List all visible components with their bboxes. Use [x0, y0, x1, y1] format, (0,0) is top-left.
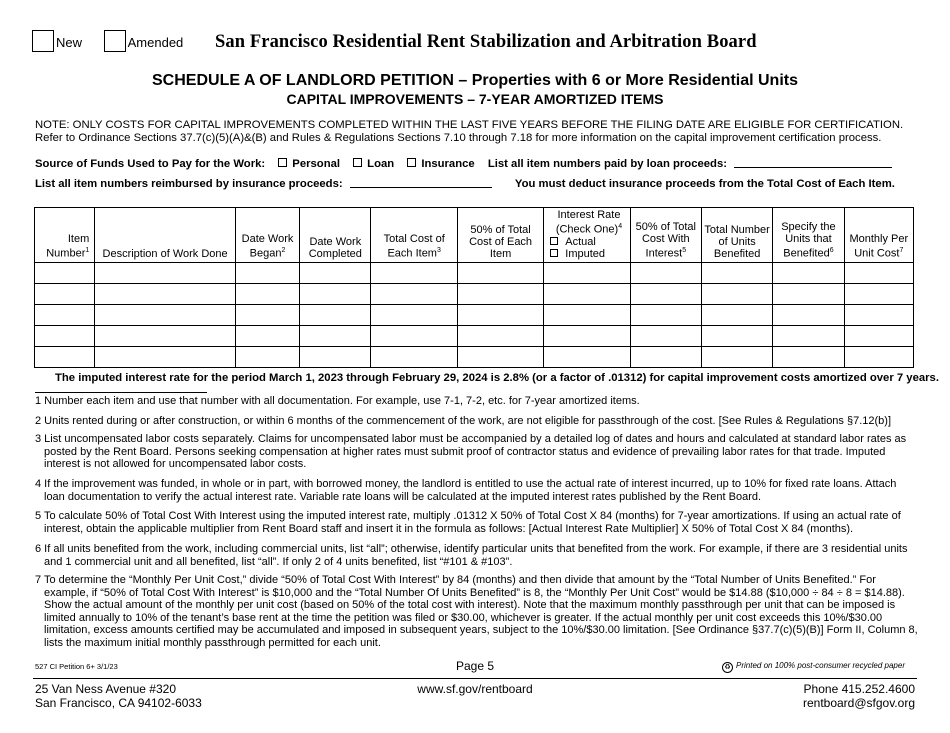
personal-label: Personal	[292, 158, 341, 170]
imputed-rate-checkbox[interactable]	[550, 249, 558, 257]
loan-items-label: List all item numbers paid by loan proceeds:	[487, 158, 727, 170]
table-cell[interactable]	[235, 325, 299, 346]
table-cell[interactable]	[457, 325, 543, 346]
table-cell[interactable]	[544, 304, 630, 325]
amended-label: Amended	[127, 35, 184, 50]
table-row	[35, 283, 914, 304]
table-cell[interactable]	[371, 262, 457, 283]
table-row	[35, 346, 914, 367]
table-cell[interactable]	[544, 346, 630, 367]
table-cell[interactable]	[371, 304, 457, 325]
table-cell[interactable]	[630, 304, 701, 325]
table-cell[interactable]	[701, 283, 772, 304]
email-link[interactable]: rentboard@sfgov.org	[802, 696, 915, 710]
table-cell[interactable]	[371, 346, 457, 367]
note-line-1: NOTE: ONLY COSTS FOR CAPITAL IMPROVEMENTS COMPLETED WITHIN THE LAST FIVE YEARS BEFORE THE FILING DATE ARE ELIGIBLE FOR CERTIFICATION.	[35, 119, 904, 131]
table-cell[interactable]	[630, 283, 701, 304]
capital-improvements-table	[34, 207, 914, 368]
table-cell[interactable]	[300, 304, 371, 325]
table-cell[interactable]	[844, 262, 913, 283]
eligibility-note	[35, 119, 925, 145]
table-cell[interactable]	[300, 283, 371, 304]
table-cell[interactable]	[35, 283, 95, 304]
table-cell[interactable]	[544, 325, 630, 346]
footnote-7: 7 To determine the “Monthly Per Unit Cost,” divide “50% of Total Cost With Interest” by 84 (months) and then divide that amount by the “Total Number of Units Benefited.” For example, if “50% of Total Cost With Interest” is $10,000 and the “Total Number Of Units Benefited” is 8, the “Monthly Per Unit Cost” would be $14.88 ($10,000 ÷ 84 ÷ 8 = $14.88). Show the actual amount of the monthly per unit cost (based on 50% of the total cost with interest). Note that the maximum monthly passthrough per unit that can be imposed is limited annually to 10% of the tenant’s base rent at the time the petition was filed or $30.00, whichever is greater. If the actual monthly per unit cost exceeds this 10%/$30.00 limitation, excess amounts certified may be accumulated and imposed in subsequent years, subject to the 10%/$30.00 limitation. [See Ordinance §37.7(c)(5)(B)] Form II, Column 8, lists the maximum initial monthly passthrough permitted for each unit.	[35, 574, 918, 649]
loan-items-field[interactable]	[734, 157, 892, 168]
footnote-6: 6 If all units benefited from the work, including commercial units, list “all”; otherwise, identify particular units that benefited from the work. For example, if there are 3 residential units and 1 commercial unit and all benefited, list “all”. If only 2 of 4 units benefited, list “#101 & #103”.	[35, 543, 908, 568]
table-cell[interactable]	[35, 346, 95, 367]
table-cell[interactable]	[844, 304, 913, 325]
table-cell[interactable]	[35, 325, 95, 346]
insurance-items-label: List all item numbers reimbursed by insurance proceeds:	[35, 178, 343, 190]
table-cell[interactable]	[300, 346, 371, 367]
table-row	[35, 304, 914, 325]
footnote-4: 4 If the improvement was funded, in whole or in part, with borrowed money, the landlord is entitled to use the actual rate of interest incurred, up to 10% for fixed rate loans. Attach loan documentation to verify the actual interest rate. Variable rate loans will be calculated at the imputed interest rates published by the Rent Board.	[35, 478, 897, 503]
page-title: SCHEDULE A OF LANDLORD PETITION – Properties with 6 or More Residential Units	[152, 72, 798, 89]
insurance-row	[35, 177, 895, 190]
imputed-label: Imputed	[565, 247, 606, 260]
footnote-divider	[35, 392, 207, 393]
table-cell[interactable]	[544, 283, 630, 304]
table-cell[interactable]	[773, 346, 844, 367]
form-id: 527 CI Petition 6+ 3/1/23	[35, 662, 118, 671]
footnote-1: 1 Number each item and use that number with all documentation. For example, use 7-1, 7-2, etc. for 7-year amortized items.	[35, 395, 640, 407]
footer-divider	[33, 678, 917, 679]
table-cell[interactable]	[371, 283, 457, 304]
table-cell[interactable]	[630, 325, 701, 346]
actual-rate-checkbox[interactable]	[550, 237, 558, 245]
insurance-checkbox[interactable]	[407, 158, 416, 167]
table-cell[interactable]	[630, 262, 701, 283]
footnote-2: 2 Units rented during or after construction, or within 6 months of the commencement of the work, are not eligible for passthrough of the cost. [See Rules & Regulations §7.12(b)]	[35, 415, 892, 427]
table-cell[interactable]	[457, 346, 543, 367]
table-cell[interactable]	[95, 262, 236, 283]
form-type-selector	[32, 30, 187, 52]
imputed-rate-note: The imputed interest rate for the period March 1, 2023 through February 29, 2024 is 2.8% (or a factor of .01312) for capital improvement costs amortized over 7 years.	[55, 372, 939, 384]
table-cell[interactable]	[35, 262, 95, 283]
col-date-completed: Date Work Completed	[300, 208, 371, 263]
new-label: New	[56, 35, 83, 50]
table-cell[interactable]	[773, 283, 844, 304]
table-cell[interactable]	[701, 304, 772, 325]
col-total-cost: Total Cost of Each Item$^3$	[371, 208, 457, 263]
table-row	[35, 325, 914, 346]
insurance-label: Insurance	[421, 158, 475, 170]
table-cell[interactable]	[457, 304, 543, 325]
table-cell[interactable]	[701, 262, 772, 283]
col-item-number: Item Number$^1$	[35, 208, 95, 263]
table-cell[interactable]	[457, 283, 543, 304]
table-cell[interactable]	[371, 325, 457, 346]
table-cell[interactable]	[701, 346, 772, 367]
table-cell[interactable]	[300, 325, 371, 346]
loan-label: Loan	[367, 158, 395, 170]
page-number: Page 5	[455, 659, 495, 673]
table-cell[interactable]	[235, 262, 299, 283]
actual-label: Actual	[565, 235, 596, 248]
table-cell[interactable]	[773, 262, 844, 283]
col-interest-rate: Interest Rate (Check One)$^4$ Actual Imputed	[544, 208, 630, 263]
table-cell[interactable]	[235, 304, 299, 325]
address-line-1: 25 Van Ness Avenue #320	[35, 682, 176, 696]
col-units-benefited: Total Number of Units Benefited	[701, 208, 772, 263]
table-cell[interactable]	[544, 262, 630, 283]
table-cell[interactable]	[235, 346, 299, 367]
footnote-5: 5 To calculate 50% of Total Cost With Interest using the imputed interest rate, multiply .01312 X 50% of Total Cost X 84 (months) for 7-year amortizations. If using an actual rate of interest, obtain the applicable multiplier from Rent Board staff and insert it in the formula as follows: [Actual Interest Rate Multiplier] X 50% of Total Cost X 84 (months).	[35, 510, 901, 535]
table-cell[interactable]	[773, 325, 844, 346]
table-header-row	[35, 208, 914, 263]
table-cell[interactable]	[95, 325, 236, 346]
table-cell[interactable]	[95, 346, 236, 367]
table-cell[interactable]	[95, 283, 236, 304]
col-monthly-cost: Monthly Per Unit Cost$^7$	[844, 208, 913, 263]
table-cell[interactable]	[235, 283, 299, 304]
table-cell[interactable]	[844, 346, 913, 367]
col-specify-units: Specify the Units that Benefited$^6$	[773, 208, 844, 263]
insurance-items-field[interactable]	[350, 177, 492, 188]
table-cell[interactable]	[457, 262, 543, 283]
deduct-note: You must deduct insurance proceeds from the Total Cost of Each Item.	[514, 178, 895, 190]
address-line-2: San Francisco, CA 94102-6033	[35, 696, 202, 710]
loan-checkbox[interactable]	[353, 158, 362, 167]
col-date-began: Date Work Began$^2$	[235, 208, 299, 263]
footnote-3: 3 List uncompensated labor costs separately. Claims for uncompensated labor must be accompanied by a detailed log of dates and hours and calculated at standard labor rates as posted by the Rent Board. Persons seeking compensation at higher rates must submit proof of contractor status and evidence of prevailing labor rates for that trade. Imputed interest is not allowed for uncompensated labor costs.	[35, 433, 907, 471]
recycle-icon: ♻	[722, 662, 733, 673]
personal-checkbox[interactable]	[278, 158, 287, 167]
funds-source-row	[35, 157, 892, 170]
col-fifty-with-interest: 50% of Total Cost With Interest$^5$	[630, 208, 701, 263]
note-line-2: Refer to Ordinance Sections 37.7(c)(5)(A)&(B) and Rules & Regulations Sections 7.10 through 7.18 for more information on the capital improvement certification process.	[35, 132, 882, 144]
phone: Phone 415.252.4600	[803, 682, 915, 696]
col-fifty-pct: 50% of Total Cost of Each Item	[457, 208, 543, 263]
table-cell[interactable]	[35, 304, 95, 325]
board-name: San Francisco Residential Rent Stabilization and Arbitration Board	[215, 32, 757, 52]
table-cell[interactable]	[844, 325, 913, 346]
recycled-note: ♻ Printed on 100% post-consumer recycled paper	[722, 661, 905, 673]
funds-source-label: Source of Funds Used to Pay for the Work:	[35, 158, 266, 170]
new-checkbox[interactable]	[32, 30, 54, 52]
amended-checkbox[interactable]	[104, 30, 126, 52]
table-cell[interactable]	[300, 262, 371, 283]
contact	[803, 682, 915, 710]
table-cell[interactable]	[701, 325, 772, 346]
table-cell[interactable]	[844, 283, 913, 304]
table-cell[interactable]	[630, 346, 701, 367]
website-link[interactable]: www.sf.gov/rentboard	[417, 682, 533, 696]
col-description: Description of Work Done	[95, 208, 236, 263]
table-row	[35, 262, 914, 283]
table-cell[interactable]	[773, 304, 844, 325]
table-cell[interactable]	[95, 304, 236, 325]
page-subtitle: CAPITAL IMPROVEMENTS – 7-YEAR AMORTIZED ITEMS	[286, 91, 664, 107]
